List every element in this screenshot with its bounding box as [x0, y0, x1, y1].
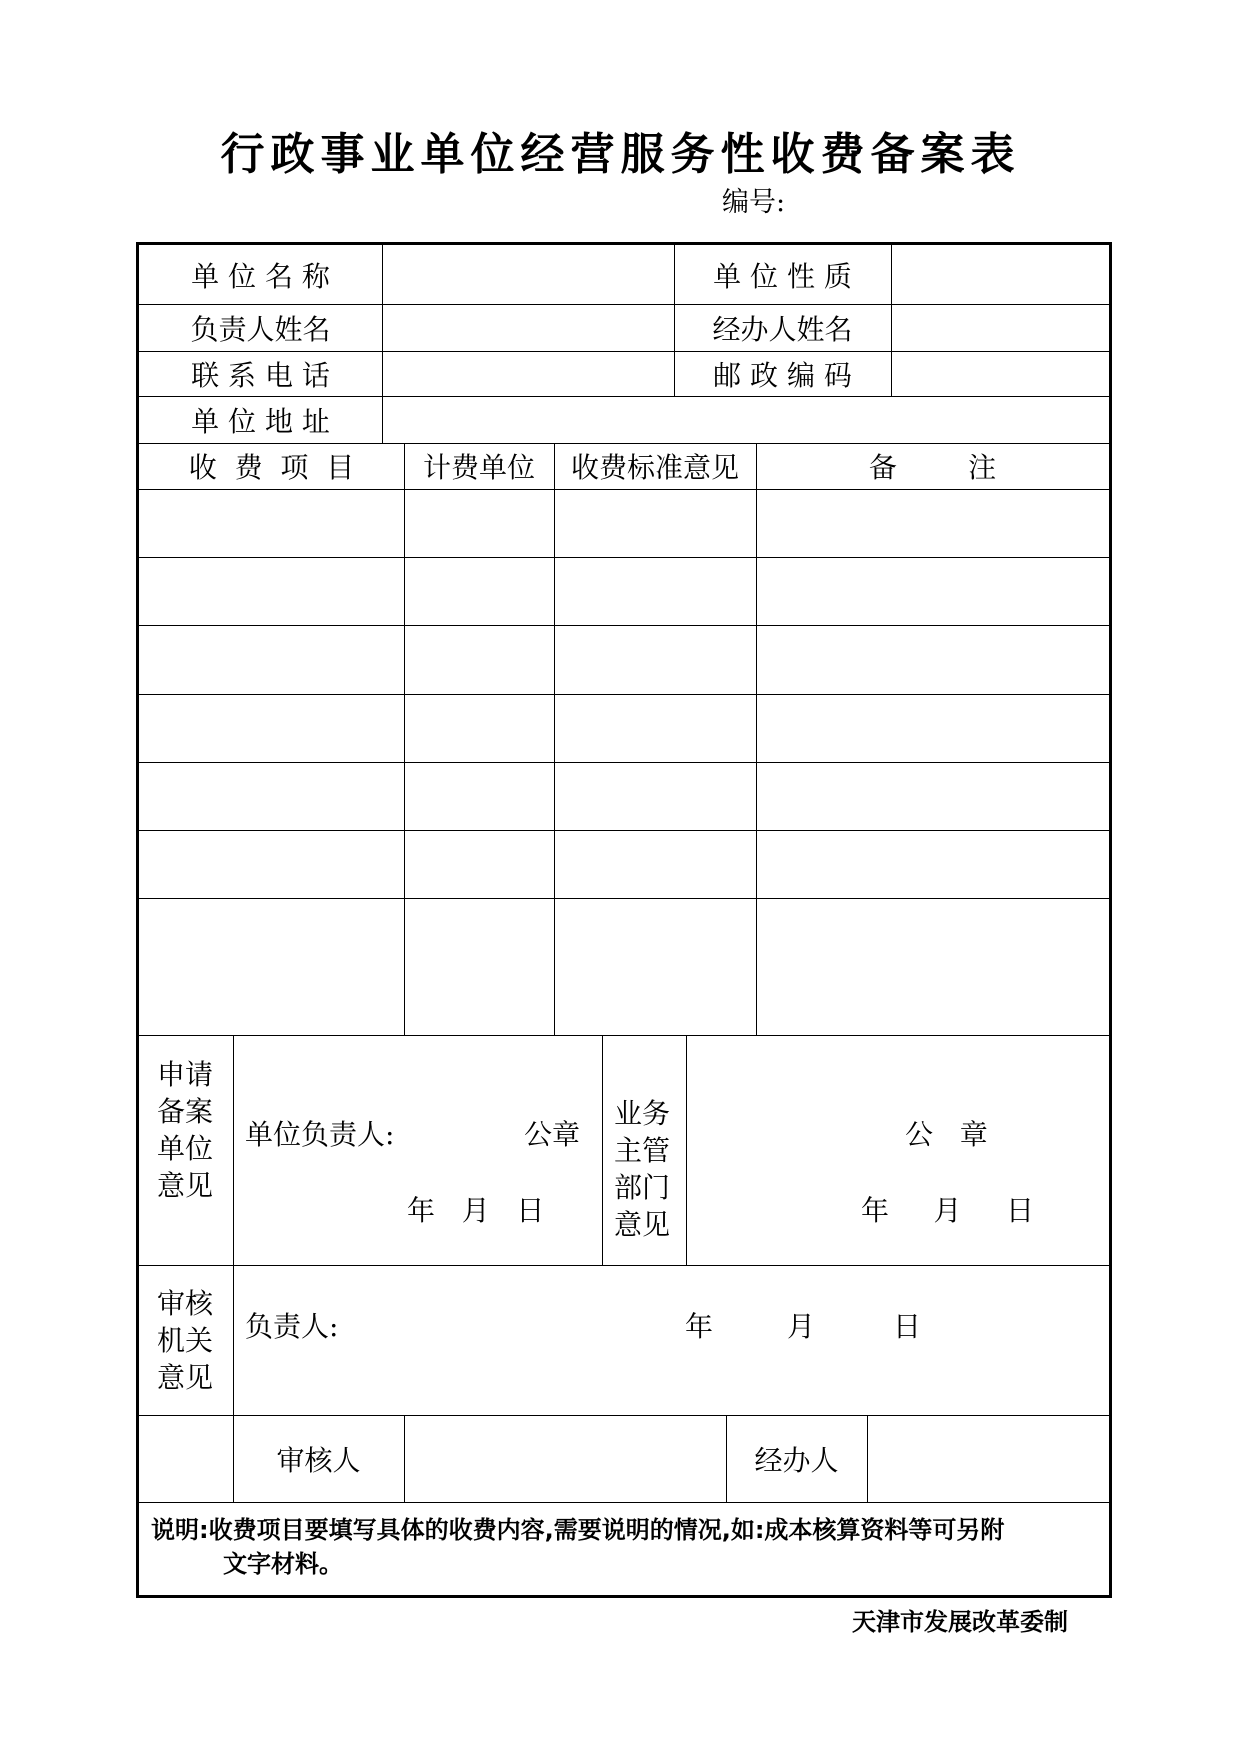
- unit-head-label: 单位负责人:: [245, 1118, 395, 1151]
- label-line: 意见: [614, 1208, 671, 1241]
- instructions-line: 文字材料。: [223, 1550, 343, 1578]
- handler-label: 经办人: [754, 1443, 839, 1477]
- column-divider: [686, 1035, 687, 1265]
- handler-name-label: 经办人姓名: [712, 312, 853, 346]
- date-month: 月: [787, 1310, 816, 1343]
- column-divider: [602, 1035, 603, 1265]
- address-label: 单 位 地 址: [191, 404, 330, 438]
- person-in-charge-label: 负责人姓名: [190, 312, 331, 346]
- date-line: 年 月 日: [407, 1194, 545, 1227]
- official-seal-label: 公 章: [905, 1118, 988, 1151]
- fee-table-row[interactable]: [139, 695, 1109, 762]
- official-seal-label: 公章: [524, 1118, 581, 1151]
- review-opinion-label: [157, 1285, 213, 1396]
- unit-name-label: 单 位 名 称: [191, 259, 330, 293]
- row-divider: [139, 1265, 1109, 1266]
- form-instructions: [151, 1513, 1101, 1581]
- fee-standard-header: 收费标准意见: [570, 451, 739, 484]
- row-divider: [139, 1502, 1109, 1503]
- label-line: 备案: [157, 1095, 214, 1128]
- applicant-opinion-label: [157, 1056, 213, 1204]
- reviewer-label: 审核人: [276, 1443, 361, 1477]
- label-line: 审核: [157, 1287, 214, 1320]
- row-divider: [139, 1035, 1109, 1036]
- phone-label: 联 系 电 话: [191, 358, 330, 392]
- fee-table-row[interactable]: [139, 899, 1109, 1035]
- label-line: 主管: [614, 1134, 671, 1167]
- unit-nature-field[interactable]: [892, 245, 1109, 304]
- label-line: 意见: [157, 1169, 214, 1202]
- serial-number-label: 编号:: [722, 187, 786, 218]
- label-line: 意见: [157, 1361, 214, 1394]
- instructions-line: 说明:收费项目要填写具体的收费内容,需要说明的情况,如:成本核算资料等可另附: [151, 1516, 1005, 1544]
- date-day: 日: [893, 1310, 922, 1343]
- person-in-charge-field[interactable]: [383, 304, 674, 351]
- fee-table-row[interactable]: [139, 763, 1109, 830]
- handler-field[interactable]: [868, 1416, 1109, 1502]
- handler-name-field[interactable]: [892, 304, 1109, 351]
- billing-unit-header: 计费单位: [422, 451, 535, 484]
- unit-name-field[interactable]: [383, 245, 674, 304]
- label-line: 业务: [614, 1097, 671, 1130]
- remarks-header: 备 注: [868, 451, 997, 484]
- filing-form: [136, 242, 1112, 1598]
- reviewer-field[interactable]: [405, 1416, 726, 1502]
- fee-item-header: 收 费 项 目: [188, 451, 355, 484]
- label-line: 部门: [614, 1171, 671, 1204]
- address-field[interactable]: [383, 396, 1109, 443]
- issuer-footer: 天津市发展改革委制: [852, 1608, 1068, 1636]
- supervisor-opinion-label: [614, 1095, 670, 1243]
- label-line: 机关: [157, 1324, 214, 1357]
- fee-table-row[interactable]: [139, 490, 1109, 557]
- postcode-field[interactable]: [892, 351, 1109, 396]
- label-line: 申请: [157, 1058, 214, 1091]
- fee-table-row[interactable]: [139, 831, 1109, 898]
- date-line: 年 月 日: [861, 1194, 1035, 1227]
- date-year: 年: [685, 1310, 714, 1343]
- unit-nature-label: 单 位 性 质: [713, 259, 852, 293]
- reviewer-head-label: 负责人:: [245, 1310, 339, 1343]
- form-title: 行政事业单位经营服务性收费备案表: [220, 129, 1021, 180]
- postcode-label: 邮 政 编 码: [713, 358, 852, 392]
- label-line: 单位: [157, 1132, 214, 1165]
- phone-field[interactable]: [383, 351, 674, 396]
- fee-table-row[interactable]: [139, 626, 1109, 694]
- fee-table-row[interactable]: [139, 558, 1109, 625]
